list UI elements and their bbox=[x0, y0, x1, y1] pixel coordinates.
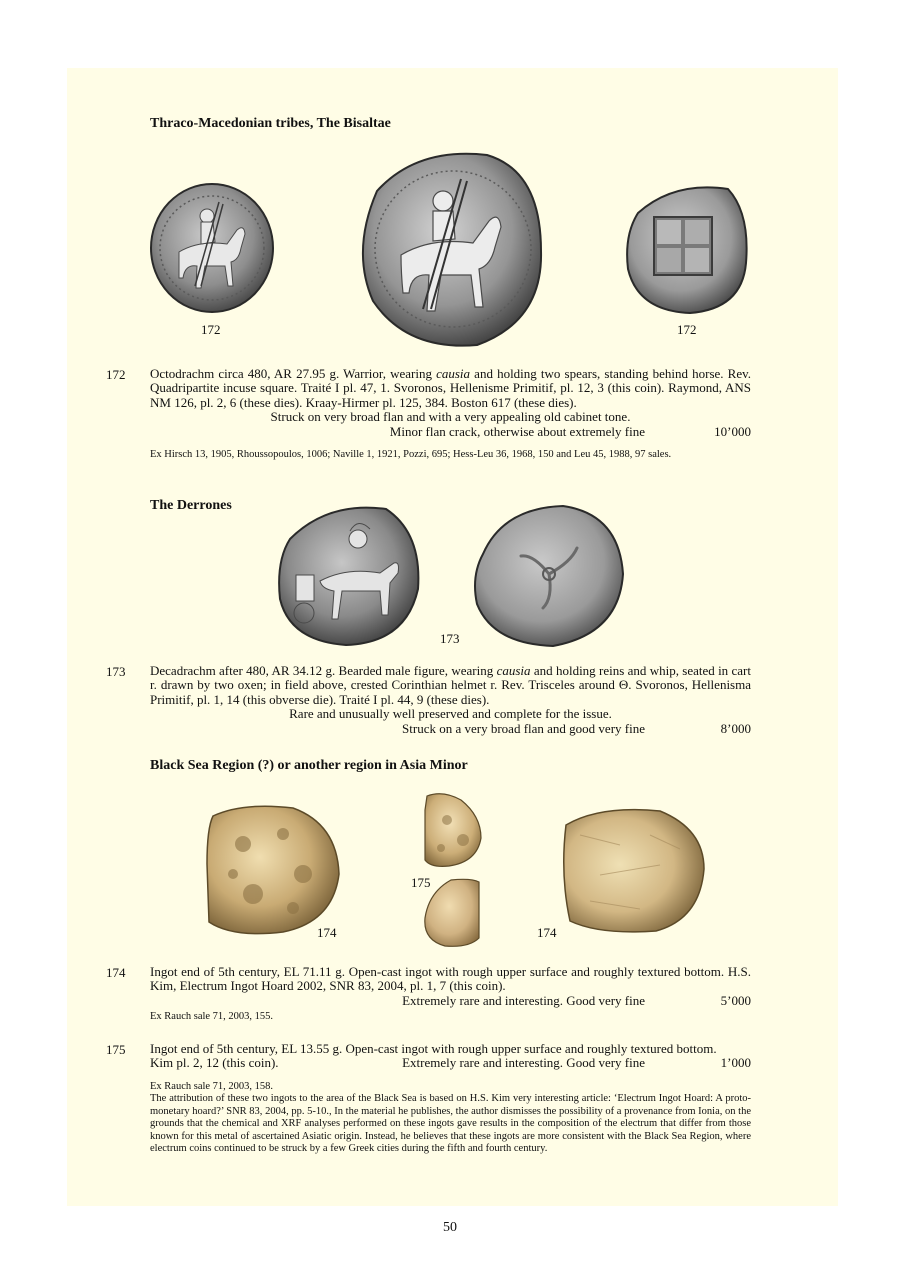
lot-provenance-block bbox=[150, 1081, 751, 1155]
lot-condition-row bbox=[150, 994, 751, 1008]
lot-price: 10’000 bbox=[714, 423, 751, 439]
lot-number: 175 bbox=[106, 1042, 126, 1057]
lot-number: 173 bbox=[106, 664, 126, 679]
lot-condition: Struck on a very broad flan and good very fine bbox=[402, 720, 645, 736]
image-caption: 174 bbox=[537, 925, 557, 940]
lot-condition: Extremely rare and interesting. Good very fine bbox=[402, 992, 645, 1008]
lot-description: Ingot end of 5th century, EL 71.11 g. Open-cast ingot with rough upper surface and roughly textured bottom. H.S. Kim, Electrum Ingot Hoard 2002, SNR 83, 2004, pl. 1, 7 (this coin). Extremely rare and interesting. Good very fine 5’000 bbox=[150, 964, 751, 1008]
coin-obverse-horseman-icon bbox=[149, 182, 275, 314]
lot-description-tail: Kim pl. 2, 12 (this coin). bbox=[150, 1055, 279, 1071]
coin-reverse-triskeles-icon bbox=[473, 504, 624, 648]
coin-obverse-ox-cart-icon bbox=[276, 503, 422, 647]
image-caption: 172 bbox=[201, 322, 221, 337]
lot-provenance: Ex Rauch sale 71, 2003, 158. bbox=[150, 1081, 274, 1092]
image-caption: 175 bbox=[411, 875, 431, 890]
image-caption: 174 bbox=[317, 925, 337, 940]
section-heading-black-sea: Black Sea Region (?) or another region in Asia Minor bbox=[150, 758, 468, 773]
section-heading-derrones: The Derrones bbox=[150, 498, 232, 513]
lot-condition: Extremely rare and interesting. Good very fine bbox=[402, 1055, 645, 1071]
lot-condition-row bbox=[150, 425, 751, 439]
lot-condition: Minor flan crack, otherwise about extremely fine bbox=[389, 423, 645, 439]
lot-description: Octodrachm circa 480, AR 27.95 g. Warrior, wearing causia and holding two spears, standing behind horse. Rev. Quadripartite incuse square. Traité I pl. 47, 1. Svoronos, Hellenisme Primitif, pl. 12, 3 (this coin). Raymond, ANS NM 126, pl. 2, 6 (these dies). Kraay-Hirmer pl. 125, 384. Boston 617 (these dies). Struck on very broad flan and with a very appealing old cabinet tone. Minor flan crack, otherwise about extremely fine 10’000 bbox=[150, 366, 751, 439]
lot-description: Decadrachm after 480, AR 34.12 g. Bearded male figure, wearing causia and holding reins and whip, seated in cart r. drawn by two oxen; in field above, crested Corinthian helmet r. Rev. Trisceles around Θ. Svoronos, Hellenisma Primitif, pl. 1, 14 (this obverse die). Traité I pl. 44, 9 (these dies). Rare and unusually well preserved and complete for the issue. Struck on a very broad flan and good very fine 8’000 bbox=[150, 663, 751, 736]
ingot-top-icon bbox=[203, 804, 341, 936]
lot-number: 174 bbox=[106, 965, 126, 980]
lot-note: Rare and unusually well preserved and complete for the issue. bbox=[289, 706, 612, 722]
image-caption: 173 bbox=[440, 631, 460, 646]
lot-price: 5’000 bbox=[720, 992, 751, 1008]
page-number: 50 bbox=[443, 1220, 457, 1235]
lot-price: 8’000 bbox=[720, 720, 751, 736]
lot-condition-row bbox=[150, 1056, 751, 1070]
ingot-bottom-icon bbox=[560, 805, 706, 935]
lot-condition-row bbox=[150, 722, 751, 736]
lot-provenance: Ex Rauch sale 71, 2003, 155. bbox=[150, 1011, 274, 1022]
lot-commentary: The attribution of these two ingots to the area of the Black Sea is based on H.S. Kim very interesting article: ‘Electrum Ingot Hoard: A proto-monetary hoard?’ SNR 83, 2004, pp. 5-10., In the material he publishes, the author dismisses the possibility of a provenance from Ionia, on the grounds that the chemical and XRF analyses performed on these ingots gave results in the composition of the electrum that differ from those known for this metal of ascertained Asiatic origin. Instead, he believes that these ingots are more consistent with the Black Sea Region, where electrum coins continued to be struck by a few Greek cities during the fifth and fourth century. bbox=[150, 1093, 751, 1155]
image-caption: 172 bbox=[677, 322, 697, 337]
lot-description: Ingot end of 5th century, EL 13.55 g. Open-cast ingot with rough upper surface and roughly textured bottom. Kim pl. 2, 12 (this coin). Extremely rare and interesting. Good very fine 1’000 bbox=[150, 1041, 751, 1071]
lot-number: 172 bbox=[106, 367, 126, 382]
coin-obverse-horseman-large-icon bbox=[357, 151, 543, 348]
coin-reverse-incuse-square-icon bbox=[624, 183, 750, 315]
section-heading-bisaltae: Thraco-Macedonian tribes, The Bisaltae bbox=[150, 116, 391, 131]
ingot-small-top-icon bbox=[423, 790, 483, 868]
lot-price: 1’000 bbox=[720, 1055, 751, 1071]
lot-provenance: Ex Hirsch 13, 1905, Rhoussopoulos, 1006; Naville 1, 1921, Pozzi, 695; Hess-Leu 36, 1968, 150 and Leu 45, 1988, 97 sales. bbox=[150, 449, 672, 460]
lot-note: Struck on very broad flan and with a very appealing old cabinet tone. bbox=[270, 409, 631, 425]
